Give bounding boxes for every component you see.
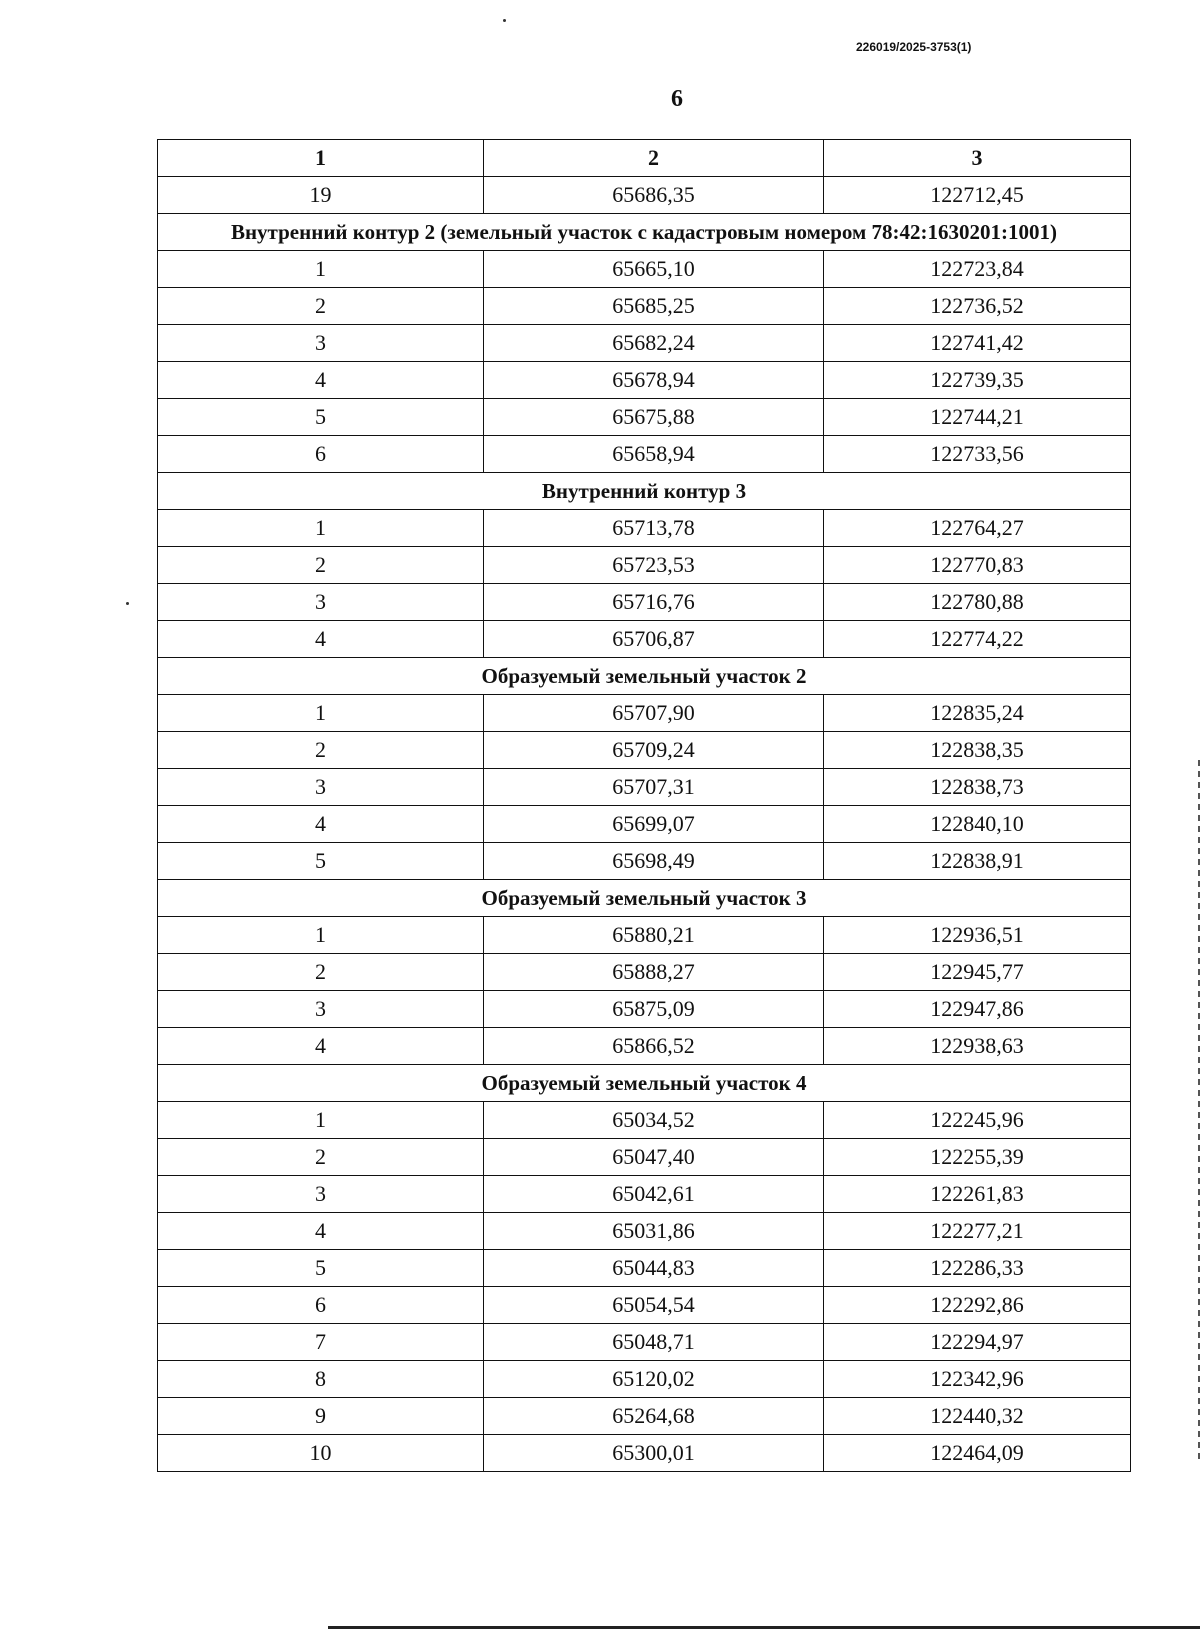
table-row xyxy=(158,695,1131,732)
coordinate-x-cell: 65044,83 xyxy=(484,1250,824,1287)
point-number-cell: 4 xyxy=(158,621,484,658)
coordinate-x-cell: 65300,01 xyxy=(484,1435,824,1472)
coordinate-x-cell: 65034,52 xyxy=(484,1102,824,1139)
coordinate-x-cell: 65698,49 xyxy=(484,843,824,880)
coordinate-x-cell: 65875,09 xyxy=(484,991,824,1028)
coordinate-y-cell: 122261,83 xyxy=(824,1176,1131,1213)
table-header-row xyxy=(158,140,1131,177)
point-number-cell: 8 xyxy=(158,1361,484,1398)
point-number-cell: 6 xyxy=(158,436,484,473)
table-row xyxy=(158,177,1131,214)
coordinate-y-cell: 122741,42 xyxy=(824,325,1131,362)
coordinate-y-cell: 122294,97 xyxy=(824,1324,1131,1361)
coordinate-x-cell: 65699,07 xyxy=(484,806,824,843)
table-row xyxy=(158,1102,1131,1139)
coordinates-table xyxy=(157,139,1131,1472)
coordinate-x-cell: 65264,68 xyxy=(484,1398,824,1435)
table-row xyxy=(158,1139,1131,1176)
point-number-cell: 2 xyxy=(158,1139,484,1176)
point-number-cell: 10 xyxy=(158,1435,484,1472)
table-row xyxy=(158,732,1131,769)
point-number-cell: 7 xyxy=(158,1324,484,1361)
section-header-row xyxy=(158,214,1131,251)
table-row xyxy=(158,436,1131,473)
coordinate-x-cell: 65888,27 xyxy=(484,954,824,991)
coordinate-x-cell: 65042,61 xyxy=(484,1176,824,1213)
table-row xyxy=(158,1213,1131,1250)
point-number-cell: 2 xyxy=(158,547,484,584)
point-number-cell: 5 xyxy=(158,1250,484,1287)
point-number-cell: 3 xyxy=(158,325,484,362)
table-row xyxy=(158,806,1131,843)
coordinate-x-cell: 65880,21 xyxy=(484,917,824,954)
point-number-cell: 9 xyxy=(158,1398,484,1435)
coordinates-table-body xyxy=(158,140,1131,1472)
coordinate-x-cell: 65658,94 xyxy=(484,436,824,473)
coordinate-x-cell: 65054,54 xyxy=(484,1287,824,1324)
coordinate-x-cell: 65047,40 xyxy=(484,1139,824,1176)
point-number-cell: 2 xyxy=(158,732,484,769)
coordinate-y-cell: 122764,27 xyxy=(824,510,1131,547)
point-number-cell: 3 xyxy=(158,769,484,806)
point-number-cell: 1 xyxy=(158,1102,484,1139)
coordinate-y-cell: 122342,96 xyxy=(824,1361,1131,1398)
point-number-cell: 1 xyxy=(158,251,484,288)
coordinate-y-cell: 122292,86 xyxy=(824,1287,1131,1324)
table-row xyxy=(158,362,1131,399)
coordinate-x-cell: 65707,90 xyxy=(484,695,824,732)
coordinate-x-cell: 65866,52 xyxy=(484,1028,824,1065)
coordinate-x-cell: 65048,71 xyxy=(484,1324,824,1361)
coordinate-y-cell: 122277,21 xyxy=(824,1213,1131,1250)
coordinate-x-cell: 65723,53 xyxy=(484,547,824,584)
coordinate-y-cell: 122744,21 xyxy=(824,399,1131,436)
point-number-cell: 5 xyxy=(158,843,484,880)
table-row xyxy=(158,917,1131,954)
section-header-row xyxy=(158,658,1131,695)
table-row xyxy=(158,1176,1131,1213)
coordinate-y-cell: 122464,09 xyxy=(824,1435,1131,1472)
table-row xyxy=(158,621,1131,658)
point-number-cell: 3 xyxy=(158,584,484,621)
table-row xyxy=(158,843,1131,880)
table-row xyxy=(158,1324,1131,1361)
coordinate-y-cell: 122770,83 xyxy=(824,547,1131,584)
coordinate-y-cell: 122736,52 xyxy=(824,288,1131,325)
section-title: Образуемый земельный участок 4 xyxy=(158,1065,1131,1102)
coordinate-x-cell: 65706,87 xyxy=(484,621,824,658)
coordinate-x-cell: 65031,86 xyxy=(484,1213,824,1250)
coordinate-x-cell: 65665,10 xyxy=(484,251,824,288)
point-number-cell: 4 xyxy=(158,806,484,843)
table-row xyxy=(158,1028,1131,1065)
table-row xyxy=(158,510,1131,547)
coordinate-y-cell: 122774,22 xyxy=(824,621,1131,658)
table-row xyxy=(158,1361,1131,1398)
point-number-cell: 4 xyxy=(158,362,484,399)
coordinate-y-cell: 122245,96 xyxy=(824,1102,1131,1139)
table-row xyxy=(158,954,1131,991)
section-header-row xyxy=(158,473,1131,510)
table-row xyxy=(158,399,1131,436)
table-row xyxy=(158,1287,1131,1324)
point-number-cell: 1 xyxy=(158,510,484,547)
coordinate-x-cell: 65120,02 xyxy=(484,1361,824,1398)
coordinate-y-cell: 122938,63 xyxy=(824,1028,1131,1065)
table-row xyxy=(158,584,1131,621)
table-row xyxy=(158,1250,1131,1287)
point-number-cell: 19 xyxy=(158,177,484,214)
coordinate-y-cell: 122255,39 xyxy=(824,1139,1131,1176)
coordinate-y-cell: 122723,84 xyxy=(824,251,1131,288)
coordinate-x-cell: 65686,35 xyxy=(484,177,824,214)
table-row xyxy=(158,1435,1131,1472)
point-number-cell: 3 xyxy=(158,991,484,1028)
table-row xyxy=(158,991,1131,1028)
point-number-cell: 3 xyxy=(158,1176,484,1213)
page-number: 6 xyxy=(671,86,683,112)
section-title: Образуемый земельный участок 2 xyxy=(158,658,1131,695)
coordinate-x-cell: 65682,24 xyxy=(484,325,824,362)
table-row xyxy=(158,769,1131,806)
coordinate-y-cell: 122733,56 xyxy=(824,436,1131,473)
point-number-cell: 5 xyxy=(158,399,484,436)
coordinate-y-cell: 122712,45 xyxy=(824,177,1131,214)
point-number-cell: 2 xyxy=(158,954,484,991)
coordinate-y-cell: 122739,35 xyxy=(824,362,1131,399)
coordinate-y-cell: 122286,33 xyxy=(824,1250,1131,1287)
coordinate-y-cell: 122780,88 xyxy=(824,584,1131,621)
section-header-row xyxy=(158,880,1131,917)
coordinate-y-cell: 122838,91 xyxy=(824,843,1131,880)
coordinate-y-cell: 122840,10 xyxy=(824,806,1131,843)
section-title: Внутренний контур 2 (земельный участок с кадастровым номером 78:42:1630201:1001) xyxy=(158,214,1131,251)
point-number-cell: 4 xyxy=(158,1028,484,1065)
scan-bottom-edge xyxy=(328,1626,1200,1629)
coordinate-y-cell: 122936,51 xyxy=(824,917,1131,954)
point-number-cell: 1 xyxy=(158,695,484,732)
coordinate-x-cell: 65707,31 xyxy=(484,769,824,806)
table-row xyxy=(158,251,1131,288)
point-number-cell: 2 xyxy=(158,288,484,325)
point-number-cell: 6 xyxy=(158,1287,484,1324)
point-number-cell: 4 xyxy=(158,1213,484,1250)
header-cell: 2 xyxy=(484,140,824,177)
coordinate-x-cell: 65675,88 xyxy=(484,399,824,436)
coordinate-x-cell: 65716,76 xyxy=(484,584,824,621)
table-row xyxy=(158,547,1131,584)
document-number: 226019/2025-3753(1) xyxy=(856,40,972,54)
coordinate-y-cell: 122838,73 xyxy=(824,769,1131,806)
coordinate-y-cell: 122947,86 xyxy=(824,991,1131,1028)
header-cell: 3 xyxy=(824,140,1131,177)
section-header-row xyxy=(158,1065,1131,1102)
section-title: Образуемый земельный участок 3 xyxy=(158,880,1131,917)
table-row xyxy=(158,1398,1131,1435)
coordinate-y-cell: 122945,77 xyxy=(824,954,1131,991)
header-cell: 1 xyxy=(158,140,484,177)
coordinate-x-cell: 65709,24 xyxy=(484,732,824,769)
table-row xyxy=(158,288,1131,325)
scan-speck xyxy=(503,19,506,22)
table-row xyxy=(158,325,1131,362)
scan-speck xyxy=(126,602,129,605)
coordinate-y-cell: 122835,24 xyxy=(824,695,1131,732)
coordinate-x-cell: 65678,94 xyxy=(484,362,824,399)
point-number-cell: 1 xyxy=(158,917,484,954)
coordinate-y-cell: 122440,32 xyxy=(824,1398,1131,1435)
coordinate-x-cell: 65713,78 xyxy=(484,510,824,547)
section-title: Внутренний контур 3 xyxy=(158,473,1131,510)
coordinate-y-cell: 122838,35 xyxy=(824,732,1131,769)
coordinate-x-cell: 65685,25 xyxy=(484,288,824,325)
